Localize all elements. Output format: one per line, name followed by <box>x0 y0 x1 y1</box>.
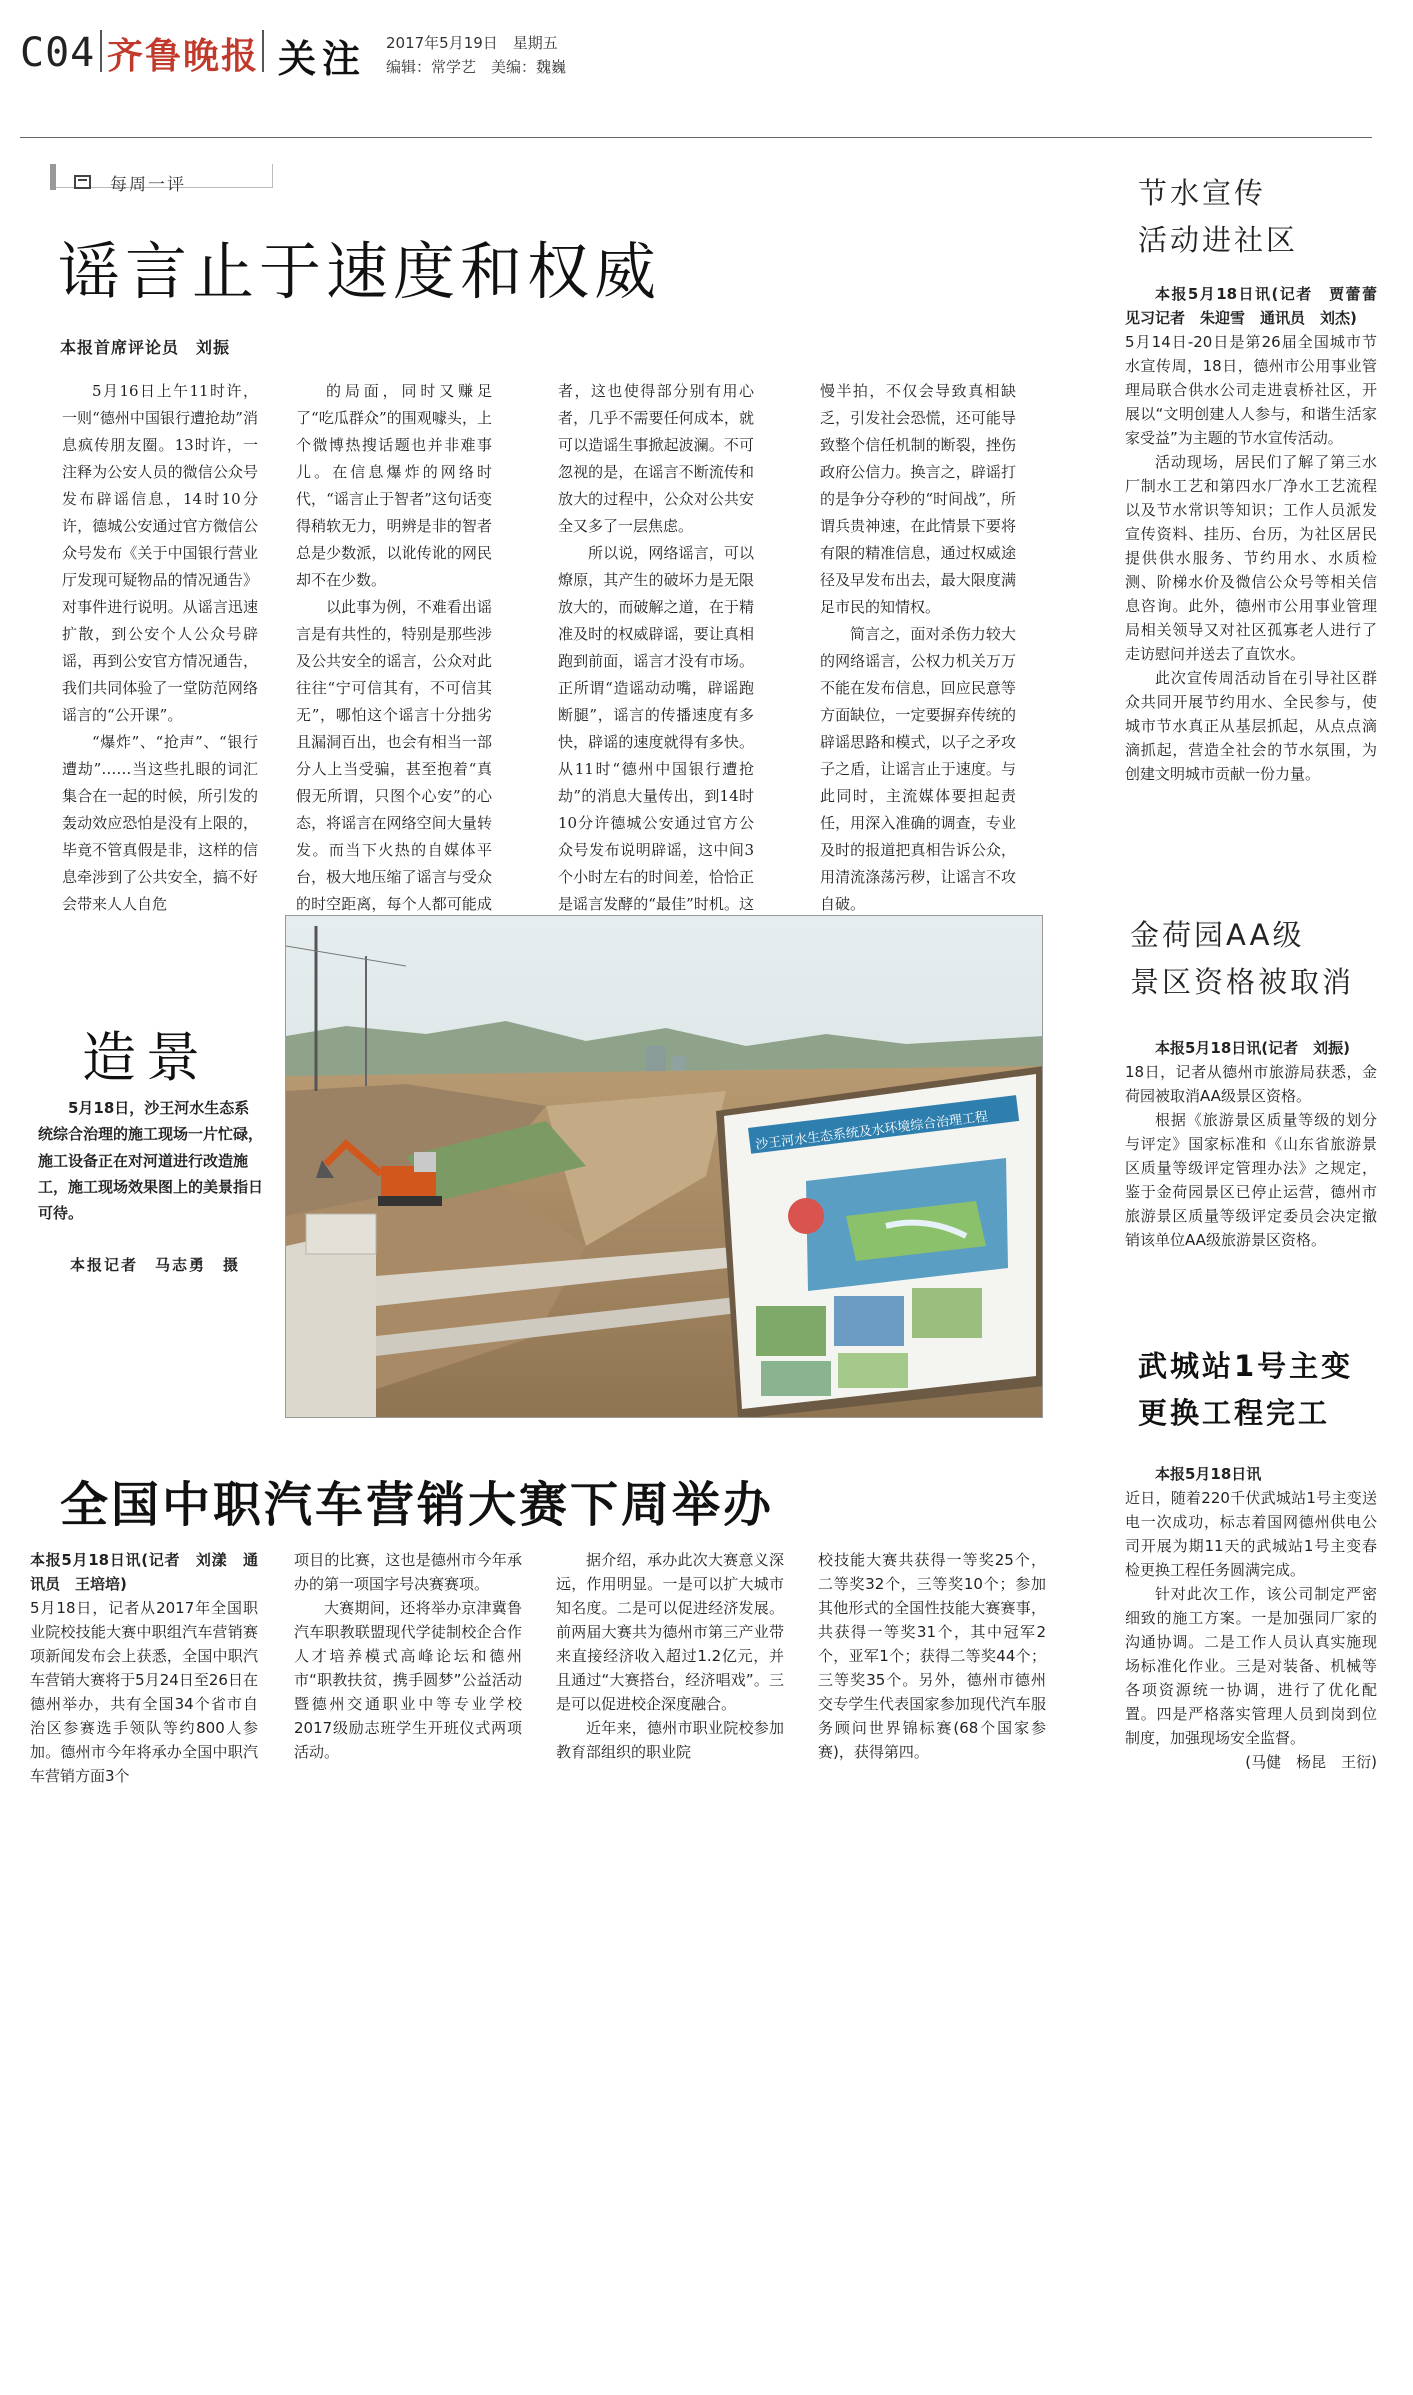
paragraph: 近年来，德州市职业院校参加教育部组织的职业院 <box>556 1719 784 1761</box>
paragraph: 5月18日，记者从2017年全国职业院校技能大赛中职组汽车营销赛项新闻发布会上获悉，全国中职汽车营销大赛将于5月24日至26日在德州举办，共有全国34个省市自治区参赛选手领队等约800人参加。德州市今年将承办全国中职汽车营销方面3个 <box>30 1599 258 1785</box>
rendering-board <box>716 1066 1043 1418</box>
article2-column <box>30 1548 258 1788</box>
main-article-column <box>820 378 1016 918</box>
sidebar-dateline: 本报5月18日讯(记者 贾蕾蕾 见习记者 朱迎雪 通讯员 刘杰) <box>1125 285 1393 327</box>
paragraph: 的局面，同时又赚足了“吃瓜群众”的围观噱头，上个微博热搜话题也并非难事儿。在信息爆炸的网络时代，“谣言止于智者”这句话变得稍软无力，明辨是非的智者总是少数派，以讹传讹的网民却不在少数。 <box>296 382 492 589</box>
paragraph: 项目的比赛，这也是德州市今年承办的第一项国字号决赛赛项。 <box>294 1551 522 1593</box>
main-article-column <box>296 378 492 945</box>
main-headline: 谣言止于速度和权威 <box>58 235 662 308</box>
sidebar-headline <box>1138 1343 1353 1437</box>
paragraph: 根据《旅游景区质量等级的划分与评定》国家标准和《山东省旅游景区质量等级评定管理办法》之规定，鉴于金荷园景区已停止运营，德州市旅游景区质量等级评定委员会决定撤销该单位AA级旅游景区资格。 <box>1125 1111 1377 1249</box>
headline-line: 活动进社区 <box>1138 222 1299 257</box>
paragraph: 活动现场，居民们了解了第三水厂制水工艺和第四水厂净水工艺流程以及节水常识等知识；工作人员派发宣传资料、挂历、台历，为社区居民提供供水服务、节约用水、水质检测、阶梯水价及微信公众号等相关信息咨询。此外，德州市公用事业管理局相关领导又对社区孤寡老人进行了走访慰问并送去了直饮水。 <box>1125 453 1377 663</box>
paragraph: 据介绍，承办此次大赛意义深远，作用明显。一是可以扩大城市知名度。二是可以促进经济发展。前两届大赛共为德州市第三产业带来直接经济收入超过1.2亿元，并且通过“大赛搭台，经济唱戏”。三是可以促进校企深度融合。 <box>556 1551 784 1713</box>
sidebar-credit: (马健 杨昆 王衍) <box>1245 1753 1377 1771</box>
main-article-column <box>62 378 258 918</box>
paragraph: 近日，随着220千伏武城站1号主变送电一次成功，标志着国网德州供电公司开展为期11天的武城站1号主变春检更换工程任务圆满完成。 <box>1125 1489 1377 1579</box>
main-article-column <box>558 378 754 945</box>
photo-caption: 5月18日，沙王河水生态系统综合治理的施工现场一片忙碌，施工设备正在对河道进行改造施工，施工现场效果图上的美景指日可待。 <box>38 1099 264 1222</box>
sidebar-headline <box>1138 170 1298 264</box>
paragraph: 此次宣传周活动旨在引导社区群众共同开展节约用水、全民参与，使城市节水真正从基层抓起，从点点滴滴抓起，营造全社会的节水氛围，为创建文明城市贡献一份力量。 <box>1125 669 1377 783</box>
paragraph: 针对此次工作，该公司制定严密细致的施工方案。一是加强同厂家的沟通协调。二是工作人员认真实施现场标准化作业。三是对装备、机械等各项资源统一协调，进行了优化配置。四是严格落实管理人员到岗到位制度，加强现场安全监督。 <box>1125 1585 1377 1747</box>
sidebar-dateline: 本报5月18日讯(记者 刘振) <box>1155 1039 1351 1057</box>
photo-credit: 本报记者 马志勇 摄 <box>70 1256 241 1274</box>
headline-line: 更换工程完工 <box>1138 1395 1331 1430</box>
headline-line: 金荷园AA级 <box>1130 918 1305 952</box>
column-tag-label: 每周一评 <box>110 175 186 195</box>
editors-line: 编辑：常学艺 美编：魏巍 <box>386 58 567 76</box>
photo-story-title: 造景 <box>82 1026 210 1089</box>
construction-photo <box>285 915 1043 1418</box>
headline-line: 武城站1号主变 <box>1138 1349 1354 1383</box>
header-rule <box>20 137 1372 138</box>
sidebar-headline <box>1130 912 1354 1006</box>
sidebar-story <box>1125 282 1393 786</box>
header-divider <box>100 30 102 72</box>
paragraph: “爆炸”、“抢声”、“银行遭劫”……当这些扎眼的词汇集合在一起的时候，所引发的轰动效应恐怕是没有上限的，毕竟不管真假是非，这样的信息牵涉到了公共安全，搞不好会带来人人自危 <box>62 733 258 913</box>
article2-column <box>294 1548 522 1764</box>
header-divider <box>262 30 264 72</box>
paragraph: 简言之，面对杀伤力较大的网络谣言，公权力机关万万不能在发布信息，回应民意等方面缺位，一定要摒弃传统的辟谣思路和模式，以子之矛攻子之盾，让谣言止于速度。与此同时，主流媒体要担起责任，用深入准确的调查，专业及时的报道把真相告诉公众，用清流涤荡污秽，让谣言不攻自破。 <box>820 625 1016 913</box>
issue-date: 2017年5月19日 星期五 <box>386 34 558 52</box>
sidebar-story <box>1125 1036 1377 1252</box>
paragraph: 5月14日-20日是第26届全国城市节水宣传周，18日，德州市公用事业管理局联合供水公司走进袁桥社区，开展以“文明创建人人参与，和谐生活家家受益”为主题的节水宣传活动。 <box>1125 333 1377 447</box>
document-icon <box>74 175 91 189</box>
article2-column <box>556 1548 784 1764</box>
column-tag-bar <box>50 164 56 190</box>
paragraph: 者，这也使得部分别有用心者，几乎不需要任何成本，就可以造谣生事掀起波澜。不可忽视的是，在谣言不断流传和放大的过程中，公众对公共安全又多了一层焦虑。 <box>558 382 754 535</box>
paragraph: 以此事为例，不难看出谣言是有共性的，特别是那些涉及公共安全的谣言，公众对此往往“宁可信其有，不可信其无”，哪怕这个谣言十分拙劣且漏洞百出，也会有相当一部分人上当受骗，甚至抱着“真假无所谓，只图个心安”的心态，将谣言在网络空间大量转发。而当下火热的自媒体平台，极大地压缩了谣言与受众的时空距离，每个人都可能成 <box>296 598 492 913</box>
article2-column <box>818 1548 1046 1764</box>
paragraph: 所以说，网络谣言，可以燎原，其产生的破坏力是无限放大的，而破解之道，在于精准及时的权威辟谣，要让真相跑到前面，谣言才没有市场。正所谓“造谣动动嘴，辟谣跑断腿”，谣言的传播速度有多快，辟谣的速度就得有多快。从11时“德州中国银行遭抢劫”的消息大量传出，到14时10分许德城公安通过官方公众号发布说明辟谣，这中间3个小时左右的时间差，恰恰正是谣言发酵的“最佳”时机。这 <box>558 544 754 913</box>
paragraph: 18日，记者从德州市旅游局获悉，金荷园被取消AA级景区资格。 <box>1125 1063 1377 1105</box>
section-title: 关注 <box>278 37 367 81</box>
sidebar-story <box>1125 1462 1377 1774</box>
headline-line: 节水宣传 <box>1138 176 1267 210</box>
page-number: C04 <box>20 30 96 76</box>
newspaper-logo: 齐鲁晚报 <box>107 35 260 77</box>
paragraph: 5月16日上午11时许，一则“德州中国银行遭抢劫”消息疯传朋友圈。13时许，一注释为公安人员的微信公众号发布辟谣信息，14时10分许，德城公安通过官方微信公众号发布《关于中国银行营业厅发现可疑物品的情况通告》对事件进行说明。从谣言迅速扩散，到公安个人公众号辟谣，再到公安官方情况通告，我们共同体验了一堂防范网络谣言的“公开课”。 <box>62 382 258 724</box>
main-byline: 本报首席评论员 刘振 <box>60 338 231 357</box>
headline-line: 景区资格被取消 <box>1130 964 1355 999</box>
article2-headline: 全国中职汽车营销大赛下周举办 <box>60 1477 775 1533</box>
paragraph: 大赛期间，还将举办京津冀鲁汽车职教联盟现代学徒制校企合作人才培养模式高峰论坛和德州市“职教扶贫，携手圆梦”公益活动暨德州交通职业中等专业学校2017级励志班学生开班仪式两项活动。 <box>294 1599 522 1761</box>
paragraph: 校技能大赛共获得一等奖25个，二等奖32个，三等奖10个；参加其他形式的全国性技能大赛赛事，共获得一等奖31个，其中冠军2个，亚军1个；获得二等奖44个；三等奖35个。另外，德州市德州交专学生代表国家参加现代汽车服务顾问世界锦标赛(68个国家参赛)，获得第四。 <box>818 1551 1046 1761</box>
paragraph: 慢半拍，不仅会导致真相缺乏，引发社会恐慌，还可能导致整个信任机制的断裂，挫伤政府公信力。换言之，辟谣打的是争分夺秒的“时间战”，所谓兵贵神速，在此情景下要将有限的精准信息，通过权威途径及早发布出去，最大限度满足市民的知情权。 <box>820 382 1016 616</box>
board-title: 沙王河水生态系统及水环境综合治理工程 <box>754 1109 989 1153</box>
article2-dateline: 本报5月18日讯(记者 刘漾 通讯员 王培培) <box>30 1551 258 1593</box>
construction-scene <box>286 916 1043 1418</box>
sidebar-dateline: 本报5月18日讯 <box>1155 1465 1262 1483</box>
